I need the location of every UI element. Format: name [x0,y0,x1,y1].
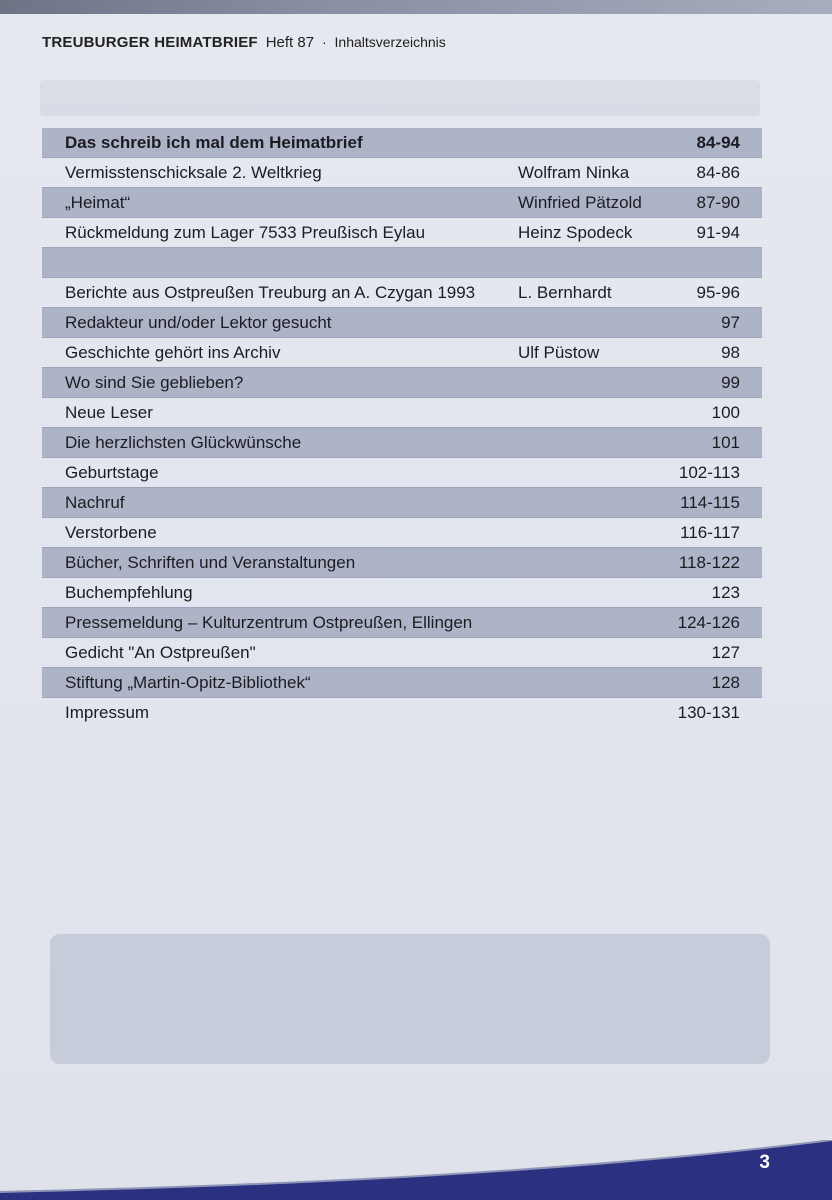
toc-title: Berichte aus Ostpreußen Treuburg an A. Czygan 1993 [65,283,476,302]
toc-pages: 95-96 [696,283,740,302]
toc-title: Impressum [65,703,150,722]
toc-title: Die herzlichsten Glückwünsche [65,433,302,452]
toc-author: Ulf Püstow [518,343,600,362]
issue-number: Heft 87 [265,34,315,51]
toc-title: Das schreib ich mal dem Heimatbrief [65,133,363,152]
page-top-edge [0,0,832,14]
toc-title: Buchempfehlung [65,583,193,602]
toc-title: Pressemeldung – Kulturzentrum Ostpreußen, Ellingen [65,613,473,632]
toc-pages: 128 [711,673,740,692]
toc-row [42,608,762,638]
toc-row [42,548,762,578]
toc-row [42,638,762,668]
page-footer-band [0,1140,832,1200]
toc-author: Heinz Spodeck [518,223,633,242]
toc-author: Winfried Pätzold [518,193,642,212]
toc-row [42,158,762,188]
toc-title: Vermisstenschicksale 2. Weltkrieg [65,163,322,182]
toc-row [42,338,762,368]
toc-title: Verstorbene [65,523,157,542]
toc-title: Nachruf [65,493,125,512]
toc-pages: 84-94 [696,133,740,152]
toc-pages: 118-122 [678,553,740,572]
toc-row [42,698,762,727]
toc-pages: 87-90 [696,193,740,212]
toc-title: Bücher, Schriften und Veranstaltungen [65,553,356,572]
toc-row [42,218,762,248]
toc-pages: 97 [721,313,740,332]
toc-row [42,248,762,278]
toc-row [42,518,762,548]
toc-row [42,398,762,428]
toc-row [42,128,762,158]
toc-row [42,668,762,698]
toc-pages: 127 [711,643,740,662]
toc-row [42,368,762,398]
toc-title: Neue Leser [65,403,153,422]
toc-row [42,578,762,608]
toc-title: Gedicht "An Ostpreußen" [65,643,256,662]
toc-pages: 84-86 [696,163,740,182]
toc-pages: 124-126 [677,613,740,632]
toc-pages: 91-94 [696,223,740,242]
toc-title: Geschichte gehört ins Archiv [65,343,281,362]
toc-title: Stiftung „Martin-Opitz-Bibliothek“ [65,673,311,692]
toc-pages: 100 [711,403,740,422]
section-title: Inhaltsverzeichnis [334,34,446,50]
toc-author: Wolfram Ninka [518,163,630,182]
show-through-shadow [40,80,760,116]
toc-row [42,428,762,458]
toc-pages: 114-115 [680,493,740,512]
toc-title: Geburtstage [65,463,159,482]
toc-pages: 98 [721,343,740,362]
toc-pages: 102-113 [678,463,740,482]
toc-pages: 101 [711,433,740,452]
page-number: 3 [759,1152,770,1173]
toc-title: Rückmeldung zum Lager 7533 Preußisch Eylau [65,223,426,242]
toc-pages: 123 [711,583,740,602]
toc-pages: 99 [721,373,740,392]
toc-row [42,308,762,338]
toc-title: Wo sind Sie geblieben? [65,373,244,392]
magazine-title: TREUBURGER HEIMATBRIEF [42,34,258,51]
toc-pages: 130-131 [677,703,740,722]
toc-row [42,188,762,218]
toc-pages: 116-117 [680,523,740,542]
shaded-box [50,934,770,1064]
toc-title: Redakteur und/oder Lektor gesucht [65,313,332,332]
toc-row [42,278,762,308]
toc-row [42,458,762,488]
table-of-contents [42,128,762,727]
header-separator: · [321,34,327,50]
toc-title: „Heimat“ [65,193,131,212]
toc-row [42,488,762,518]
running-header [42,34,446,51]
toc-author: L. Bernhardt [518,283,612,302]
